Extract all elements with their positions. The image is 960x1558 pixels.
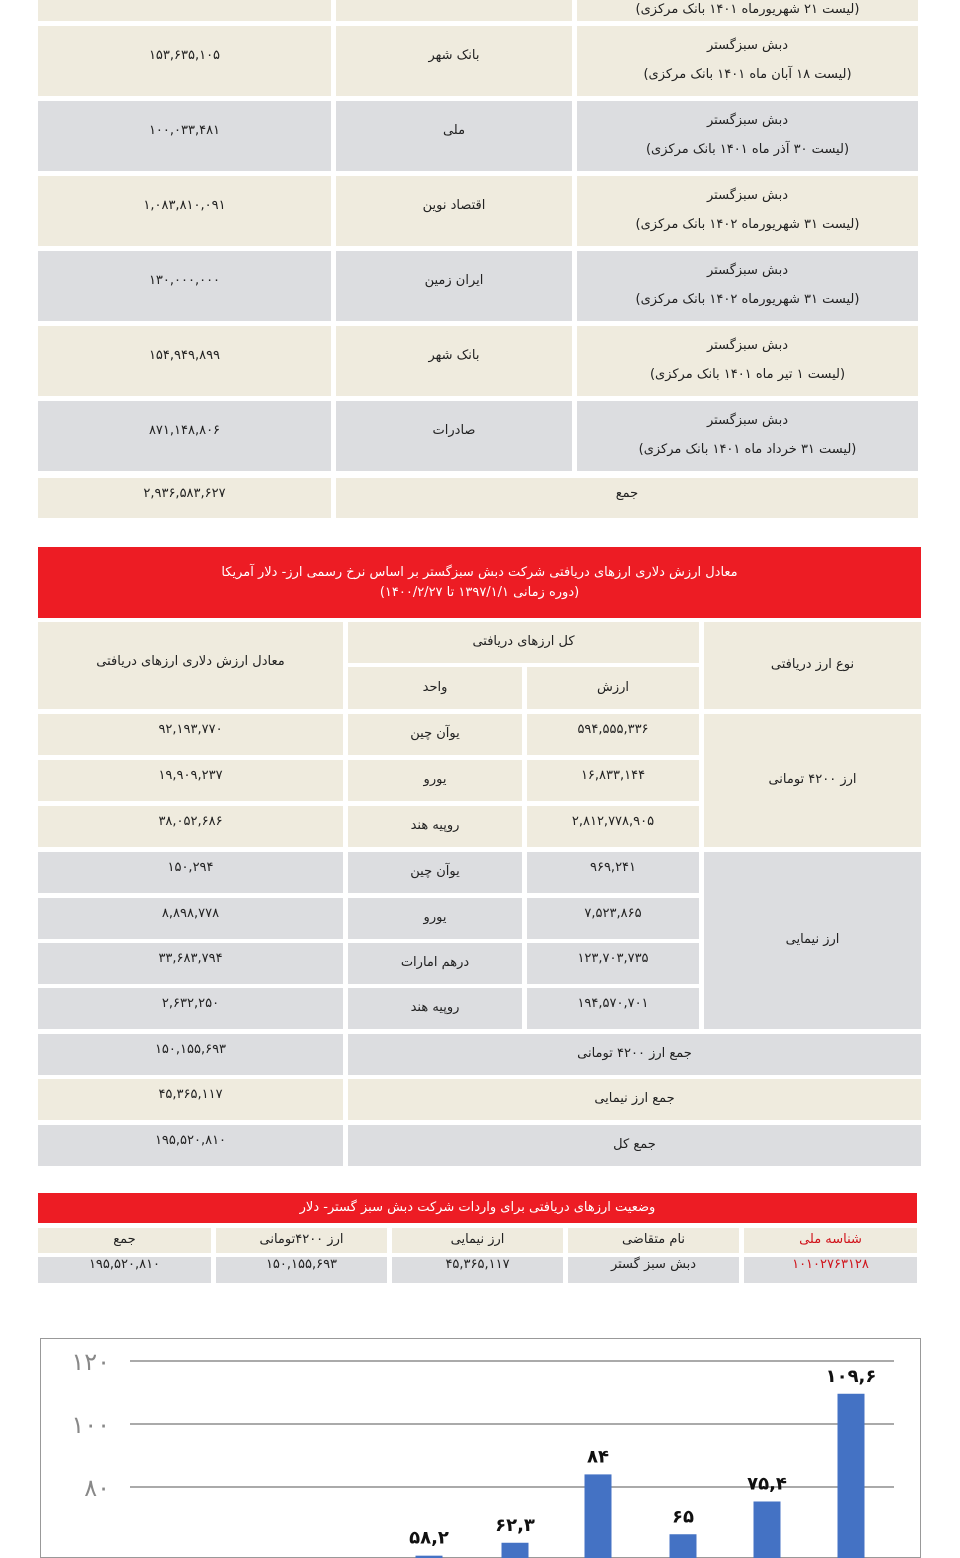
t2-group1-label: ارز ۴۲۰۰ تومانی	[704, 714, 921, 847]
t3-val-total: ۱۹۵,۵۲۰,۸۱۰	[38, 1257, 211, 1283]
t1-row2-desc	[577, 176, 918, 246]
t2-title	[38, 547, 921, 618]
t1-row4-amount: ۱۵۴,۹۴۹,۸۹۹	[38, 326, 331, 396]
t2-title-line1: معادل ارزش دلاری ارزهای دریافتی شرکت دبش سبزگستر بر اساس نرخ رسمی ارز- دلار آمریکا	[221, 565, 738, 580]
t1-total-value: ۲,۹۳۶,۵۸۳,۶۲۷	[38, 478, 331, 518]
bar	[670, 1534, 697, 1558]
t1-row0-desc	[577, 26, 918, 96]
bar	[838, 1394, 865, 1558]
t2-row5-value: ۱۲۳,۷۰۳,۷۳۵	[527, 943, 699, 984]
y-tick-label: ۱۰۰	[71, 1411, 110, 1439]
t2-col-usd: معادل ارزش دلاری ارزهای دریافتی	[38, 622, 343, 709]
t2-total1-label: جمع ارز نیمایی	[348, 1079, 921, 1120]
t2-row4-unit: یورو	[348, 898, 522, 939]
t2-row5-unit: درهم امارات	[348, 943, 522, 984]
t1-row4-desc-line1: دبش سبزگستر	[707, 338, 788, 354]
t1-row4-desc	[577, 326, 918, 396]
t3-head-nimaei: ارز نیمایی	[392, 1228, 563, 1253]
t1-row4-bank: بانک شهر	[336, 326, 572, 396]
t2-row1-value: ۱۶,۸۳۳,۱۴۴	[527, 760, 699, 801]
t1-row0-bank: بانک شهر	[336, 26, 572, 96]
bar	[754, 1501, 781, 1558]
bar	[502, 1543, 529, 1558]
t1-row5-desc-line2: (لیست ۳۱ خرداد ماه ۱۴۰۱ بانک مرکزی)	[638, 442, 857, 457]
t1-row3-desc-line1: دبش سبزگستر	[707, 263, 788, 279]
t2-row3-unit: یوآن چین	[348, 852, 522, 893]
t3-head-applicant: نام متقاضی	[568, 1228, 739, 1253]
bar-value-label: ۶۲,۳	[495, 1514, 535, 1536]
t2-total2-value: ۱۹۵,۵۲۰,۸۱۰	[38, 1125, 343, 1166]
t2-col-group: کل ارزهای دریافتی	[348, 622, 699, 663]
t2-col-value: ارزش	[527, 667, 699, 709]
t1-top-desc	[577, 0, 918, 21]
t2-row4-usd: ۸,۸۹۸,۷۷۸	[38, 898, 343, 939]
t1-row0-amount: ۱۵۳,۶۳۵,۱۰۵	[38, 26, 331, 96]
t1-row1-amount: ۱۰۰,۰۳۳,۴۸۱	[38, 101, 331, 171]
t1-top-amount	[38, 0, 331, 21]
t2-total1-value: ۴۵,۳۶۵,۱۱۷	[38, 1079, 343, 1120]
t2-total2-label: جمع کل	[348, 1125, 921, 1166]
t1-row2-desc-line2: (لیست ۳۱ شهریورماه ۱۴۰۲ بانک مرکزی)	[635, 217, 860, 232]
t1-row1-desc	[577, 101, 918, 171]
t1-row5-desc-line1: دبش سبزگستر	[707, 413, 788, 429]
t1-row1-desc-line1: دبش سبزگستر	[707, 113, 788, 129]
t3-val-national-id: ۱۰۱۰۲۷۶۳۱۲۸	[744, 1257, 917, 1283]
t2-row0-usd: ۹۲,۱۹۳,۷۷۰	[38, 714, 343, 755]
t2-row4-value: ۷,۵۲۳,۸۶۵	[527, 898, 699, 939]
t2-group2-label: ارز نیمایی	[704, 852, 921, 1029]
t3-head-national-id: شناسه ملی	[744, 1228, 917, 1253]
bar-value-label: ۱۰۹,۶	[825, 1365, 877, 1387]
t1-row0-desc-line2: (لیست ۱۸ آبان ماه ۱۴۰۱ بانک مرکزی)	[643, 67, 852, 82]
t1-top-desc-line2: (لیست ۲۱ شهریورماه ۱۴۰۱ بانک مرکزی)	[635, 2, 860, 18]
t1-row5-bank: صادرات	[336, 401, 572, 471]
t2-row0-value: ۵۹۴,۵۵۵,۳۳۶	[527, 714, 699, 755]
t3-title: وضعیت ارزهای دریافتی برای واردات شرکت دبش سبز گستر- دلار	[38, 1193, 917, 1223]
t1-row3-desc	[577, 251, 918, 321]
t1-top-bank	[336, 0, 572, 21]
t1-row2-desc-line1: دبش سبزگستر	[707, 188, 788, 204]
t1-row3-desc-line2: (لیست ۳۱ شهریورماه ۱۴۰۲ بانک مرکزی)	[635, 292, 860, 307]
bar-value-label: ۷۵,۴	[747, 1473, 787, 1495]
t2-col-type: نوع ارز دریافتی	[704, 622, 921, 709]
t2-row3-value: ۹۶۹,۲۴۱	[527, 852, 699, 893]
t2-row5-usd: ۳۳,۶۸۳,۷۹۴	[38, 943, 343, 984]
t1-row5-amount: ۸۷۱,۱۴۸,۸۰۶	[38, 401, 331, 471]
bar	[585, 1474, 612, 1558]
t3-head-4200: ارز ۴۲۰۰تومانی	[216, 1228, 387, 1253]
t3-val-nimaei: ۴۵,۳۶۵,۱۱۷	[392, 1257, 563, 1283]
t2-col-unit: واحد	[348, 667, 522, 709]
t2-total0-label: جمع ارز ۴۲۰۰ تومانی	[348, 1034, 921, 1075]
bar-value-label: ۸۴	[587, 1446, 609, 1468]
bar-chart	[40, 1338, 921, 1558]
t1-total-label: جمع	[336, 478, 918, 518]
t1-row2-amount: ۱,۰۸۳,۸۱۰,۰۹۱	[38, 176, 331, 246]
t2-row0-unit: یوآن چین	[348, 714, 522, 755]
t2-row1-usd: ۱۹,۹۰۹,۲۳۷	[38, 760, 343, 801]
t2-title-line2: (دوره زمانی ۱۳۹۷/۱/۱ تا ۱۴۰۰/۲/۲۷)	[379, 584, 580, 600]
bar-value-label: ۵۸,۲	[409, 1527, 449, 1549]
t1-row3-bank: ایران زمین	[336, 251, 572, 321]
y-tick-label: ۸۰	[84, 1474, 110, 1502]
t1-row0-desc-line1: دبش سبزگستر	[707, 38, 788, 54]
t2-total0-value: ۱۵۰,۱۵۵,۶۹۳	[38, 1034, 343, 1075]
t1-row1-bank: ملی	[336, 101, 572, 171]
t1-row2-bank: اقتصاد نوین	[336, 176, 572, 246]
t1-row1-desc-line2: (لیست ۳۰ آذر ماه ۱۴۰۱ بانک مرکزی)	[645, 142, 850, 157]
t1-row3-amount: ۱۳۰,۰۰۰,۰۰۰	[38, 251, 331, 321]
t2-row6-unit: روپیه هند	[348, 988, 522, 1029]
t3-head-total: جمع	[38, 1228, 211, 1253]
t2-row6-usd: ۲,۶۳۲,۲۵۰	[38, 988, 343, 1029]
t2-row1-unit: یورو	[348, 760, 522, 801]
y-tick-label: ۱۲۰	[71, 1348, 110, 1376]
t2-row2-value: ۲,۸۱۲,۷۷۸,۹۰۵	[527, 806, 699, 847]
bar-value-label: ۶۵	[672, 1506, 694, 1528]
t2-row2-usd: ۳۸,۰۵۲,۶۸۶	[38, 806, 343, 847]
t1-row5-desc	[577, 401, 918, 471]
t2-row3-usd: ۱۵۰,۲۹۴	[38, 852, 343, 893]
t3-val-4200: ۱۵۰,۱۵۵,۶۹۳	[216, 1257, 387, 1283]
t2-row2-unit: روپیه هند	[348, 806, 522, 847]
t2-row6-value: ۱۹۴,۵۷۰,۷۰۱	[527, 988, 699, 1029]
chart-frame	[41, 1339, 921, 1558]
t1-row4-desc-line2: (لیست ۱ تیر ماه ۱۴۰۱ بانک مرکزی)	[649, 367, 846, 382]
t3-val-applicant: دبش سبز گستر	[568, 1257, 739, 1283]
